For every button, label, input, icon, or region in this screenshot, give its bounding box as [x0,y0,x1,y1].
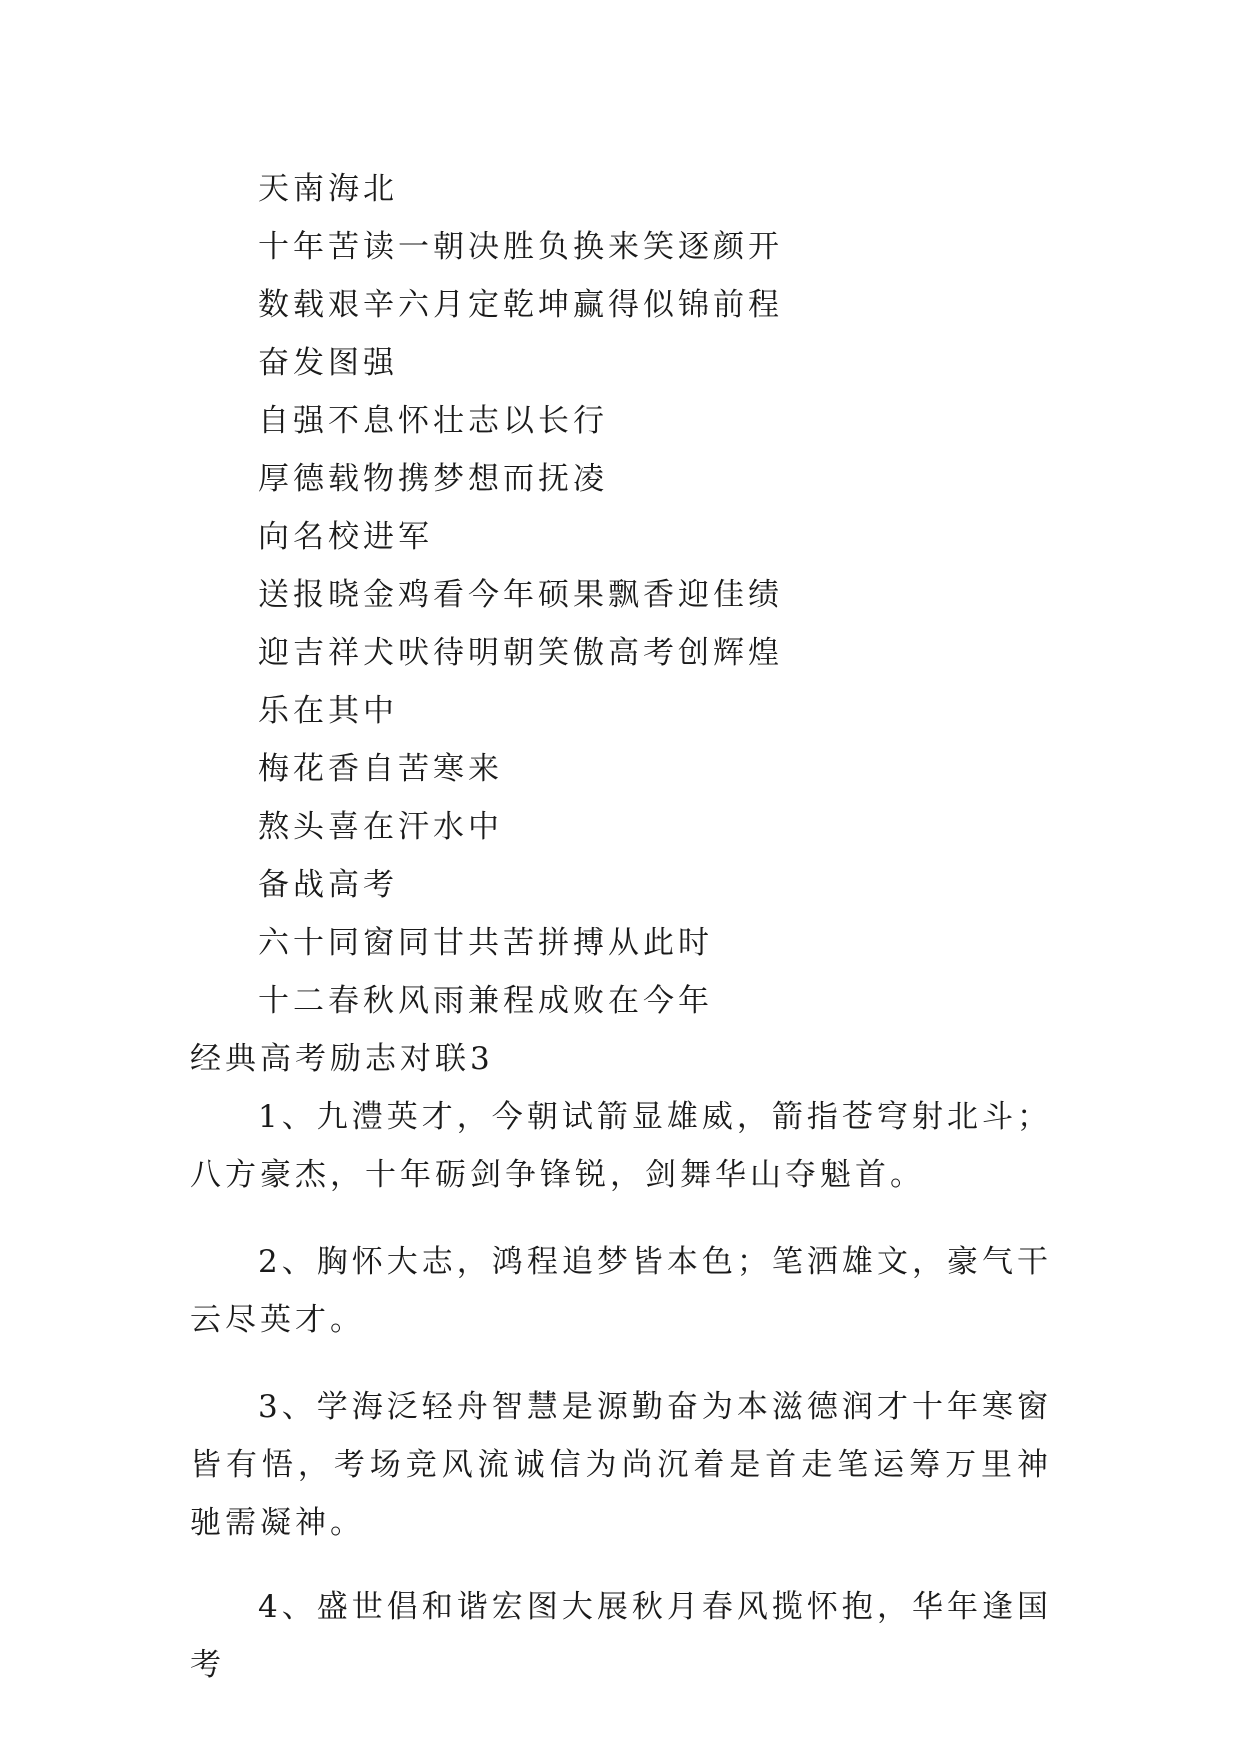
couplet-lines [258,160,1058,1030]
couplet-line: 向名校进军 [258,519,433,555]
couplet-line: 梅花香自苦寒来 [258,751,503,787]
couplet-line: 备战高考 [258,867,398,903]
couplet-line: 数载艰辛六月定乾坤赢得似锦前程 [258,287,783,323]
couplet-line: 厚德载物携梦想而抚凌 [258,461,608,497]
paragraph: 4、盛世倡和谐宏图大展秋月春风揽怀抱，华年逢国考 [190,1589,1052,1683]
couplet-line: 乐在其中 [258,693,398,729]
couplet-line: 送报晓金鸡看今年硕果飘香迎佳绩 [258,577,783,613]
couplet-line: 十年苦读一朝决胜负换来笑逐颜开 [258,229,783,265]
paragraph: 3、学海泛轻舟智慧是源勤奋为本滋德润才十年寒窗皆有悟，考场竞风流诚信为尚沉着是首走笔运筹万里神驰需凝神。 [190,1389,1052,1541]
couplet-line: 六十同窗同甘共苦拼搏从此时 [258,925,713,961]
paragraph: 1、九澧英才，今朝试箭显雄威，箭指苍穹射北斗；八方豪杰，十年砺剑争锋锐，剑舞华山夺魁首。 [190,1099,1052,1193]
couplet-line: 熬头喜在汗水中 [258,809,503,845]
couplet-line: 天南海北 [258,171,398,207]
section-title: 经典高考励志对联3 [190,1041,494,1077]
couplet-line: 十二春秋风雨兼程成败在今年 [258,983,713,1019]
couplet-line: 迎吉祥犬吠待明朝笑傲高考创辉煌 [258,635,783,671]
couplet-line: 自强不息怀壮志以长行 [258,403,608,439]
couplet-line: 奋发图强 [258,345,398,381]
paragraph: 2、胸怀大志，鸿程追梦皆本色；笔洒雄文，豪气干云尽英才。 [190,1244,1052,1338]
